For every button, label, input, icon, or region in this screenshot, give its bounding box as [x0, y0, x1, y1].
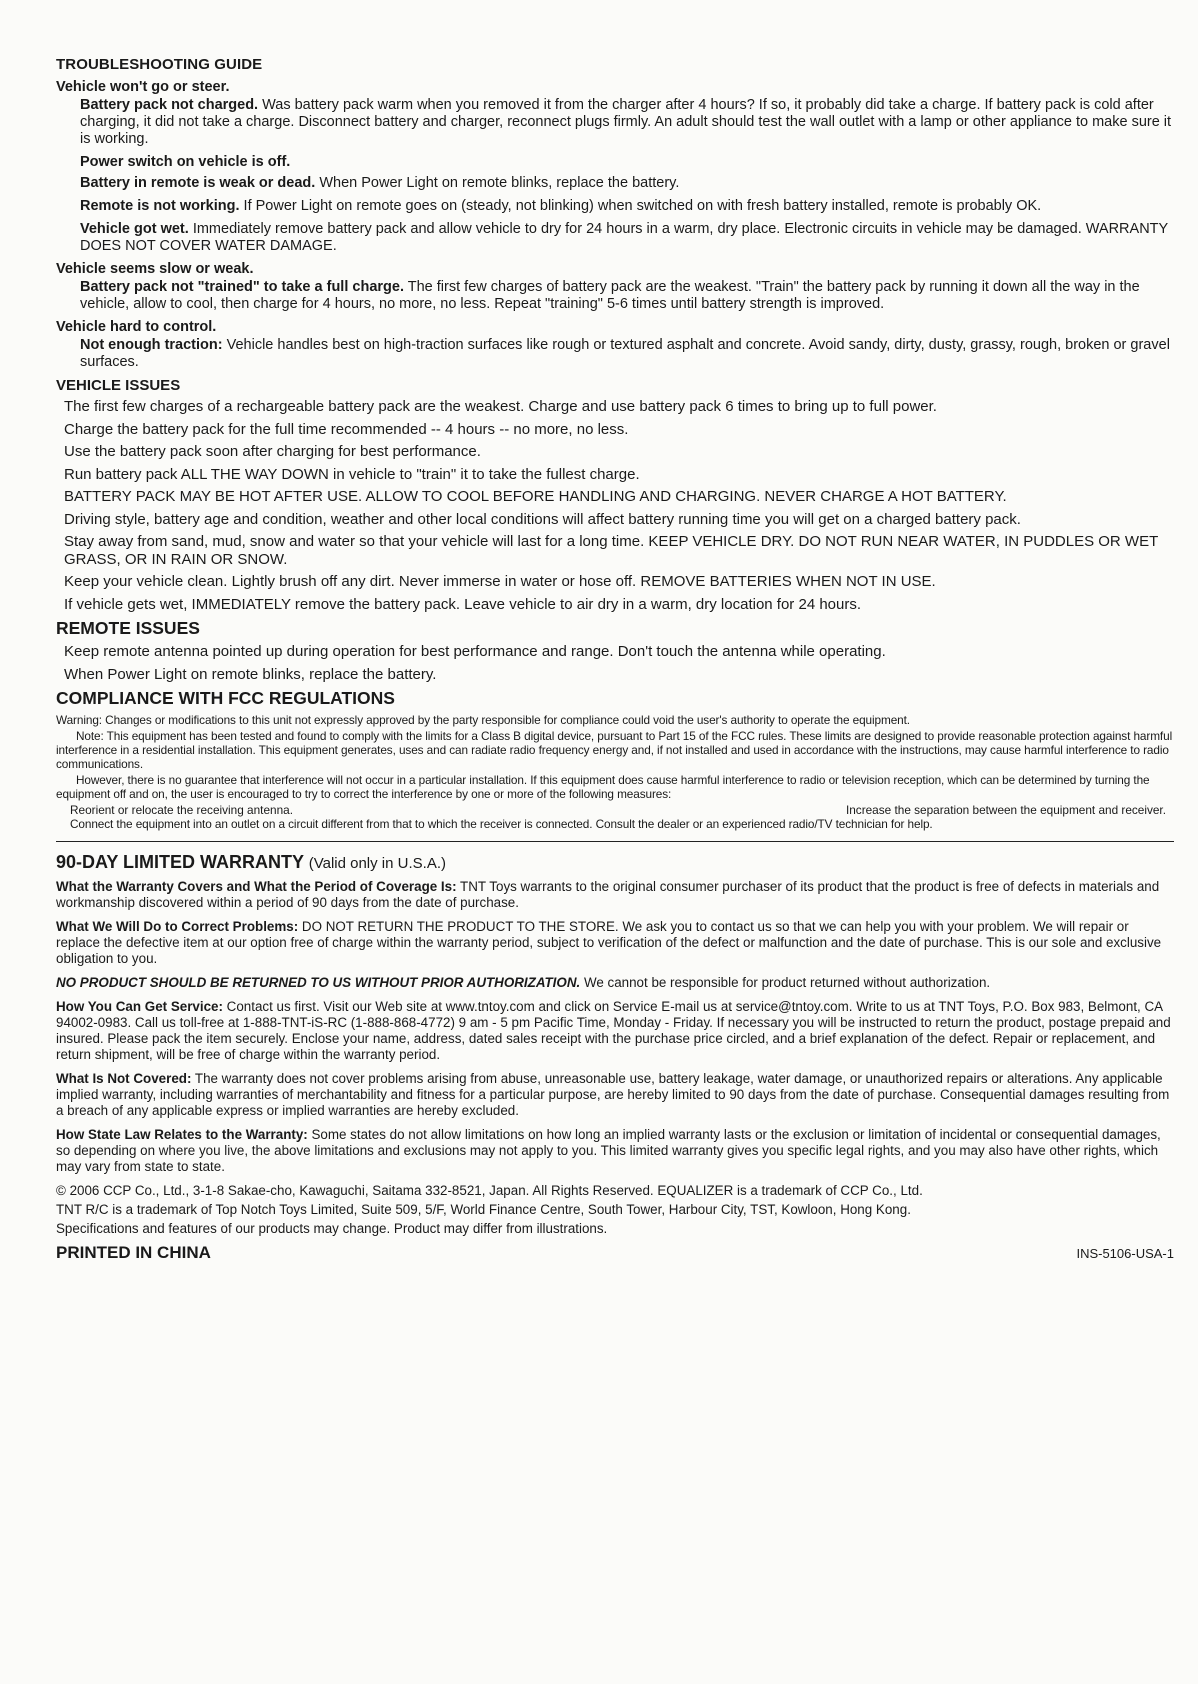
group-heading: Vehicle hard to control. — [56, 319, 217, 335]
warranty-title-note: (Valid only in U.S.A.) — [308, 855, 446, 872]
vehicle-issue-line: Run battery pack ALL THE WAY DOWN in vehicle to "train" it to take the fullest charge. — [64, 465, 640, 483]
item-text: The first few charges of battery pack are the weakest. "Train" the battery pack by running it down all the way in the vehicle, allow to cool, then charge for 4 hours, no more, no less. Repeat "training" 5-6 times until battery strength is improved. — [80, 279, 1140, 312]
vehicle-issue-line: The first few charges of a rechargeable battery pack are the weakest. Charge and use battery pack 6 times to bring up to full power. — [64, 398, 937, 415]
item-term: Vehicle got wet. — [80, 221, 189, 237]
vehicle-issue-line: If vehicle gets wet, IMMEDIATELY remove the battery pack. Leave vehicle to air dry in a warm, dry location for 24 hours. — [64, 595, 862, 613]
warranty-paragraph — [56, 975, 1174, 991]
troubleshoot-item — [80, 279, 1174, 313]
item-term: Battery in remote is weak or dead. — [80, 175, 316, 191]
item-term: Power switch on vehicle is off. — [80, 154, 291, 170]
item-term: Remote is not working. — [80, 198, 240, 214]
warranty-paragraph — [56, 879, 1174, 911]
fcc-measure-connect: Connect the equipment into an outlet on a circuit different from that to which the receiver is connected. Consult the dealer or an experienced radio/TV technician for help. — [70, 817, 933, 831]
footer — [56, 1243, 1174, 1263]
vehicle-issue-line: Use the battery pack soon after charging for best performance. — [64, 443, 481, 460]
warranty-lead: What the Warranty Covers and What the Period of Coverage Is: — [56, 879, 457, 894]
troubleshoot-item — [80, 97, 1174, 148]
troubleshoot-item — [80, 221, 1174, 255]
vehicle-issue-line: Charge the battery pack for the full time recommended -- 4 hours -- no more, no less. — [64, 420, 629, 438]
item-term: Battery pack not charged. — [80, 97, 259, 113]
warranty-text: We cannot be responsible for product returned without authorization. — [583, 975, 991, 990]
troubleshoot-item — [80, 154, 1174, 171]
document-content — [56, 56, 1174, 1263]
group-heading: Vehicle seems slow or weak. — [56, 261, 254, 277]
fcc-note: Note: This equipment has been tested and found to comply with the limits for a Class B digital device, pursuant to Part 15 of the FCC rules. These limits are designed to provide reasonable protection against harmful interference in a residential installation. This equipment generates, uses and can radiate radio frequency energy and, if not installed and used in accordance with the instructions, may cause harmful interference to radio communications. — [56, 729, 1173, 771]
item-term: Not enough traction: — [80, 337, 223, 353]
vehicle-issue-line: Stay away from sand, mud, snow and water so that your vehicle will last for a long time. KEEP VEHICLE DRY. DO NOT RUN NEAR WATER, IN PUDDLES OR WET GRASS, OR IN RAIN OR SNOW. — [64, 533, 1158, 568]
vehicle-issues-title: VEHICLE ISSUES — [56, 377, 181, 394]
troubleshoot-item — [80, 198, 1174, 215]
warranty-paragraph — [56, 1071, 1174, 1119]
fcc-however: However, there is no guarantee that interference will not occur in a particular installation. If this equipment does cause harmful interference to radio or television reception, which can be determined by turning the equipment off and on, the user is encouraged to try to correct the interference by one or more of the following measures: — [56, 773, 1150, 801]
warranty-title-text: 90-DAY LIMITED WARRANTY — [56, 852, 304, 872]
item-text: If Power Light on remote goes on (steady, not blinking) when switched on with fresh battery installed, remote is probably OK. — [243, 198, 1042, 214]
warranty-lead: How You Can Get Service: — [56, 999, 223, 1014]
item-text: Immediately remove battery pack and allow vehicle to dry for 24 hours in a warm, dry place. Electronic circuits in vehicle may be damaged. WARRANTY DOES NOT COVER WATER DAMAGE. — [80, 221, 1168, 254]
vehicle-issue-line: Keep your vehicle clean. Lightly brush off any dirt. Never immerse in water or hose off. REMOVE BATTERIES WHEN NOT IN USE. — [64, 573, 936, 590]
warranty-text: Contact us first. Visit our Web site at www.tntoy.com and click on Service E-mail us at service@tntoy.com. Write to us at TNT Toys, P.O. Box 983, Belmont, CA 94002-0983. Call us toll-free at 1-888-TNT-iS-RC (1-888-868-4772) 9 am - 5 pm Pacific Time, Monday - Friday. If necessary you will be instructed to return the product, postage prepaid and insured. Please pack the item securely. Enclose your name, address, dated sales receipt with the purchase price circled, and a brief explanation of the defect. Repair or replacement, and return shipment, will be free of charge within the warranty period. — [56, 999, 1171, 1062]
section-divider — [56, 841, 1174, 842]
remote-issue-line: When Power Light on remote blinks, replace the battery. — [64, 665, 437, 683]
fcc-title: COMPLIANCE WITH FCC REGULATIONS — [56, 688, 395, 708]
fcc-measures-row — [56, 803, 1174, 817]
warranty-paragraph — [56, 1127, 1174, 1175]
warranty-lead: What We Will Do to Correct Problems: — [56, 919, 299, 934]
remote-issue-line: Keep remote antenna pointed up during operation for best performance and range. Don't touch the antenna while operating. — [64, 643, 886, 660]
troubleshoot-item — [80, 337, 1174, 371]
vehicle-issue-line: BATTERY PACK MAY BE HOT AFTER USE. ALLOW TO COOL BEFORE HANDLING AND CHARGING. NEVER CHARGE A HOT BATTERY. — [64, 488, 1007, 505]
trademark-line: TNT R/C is a trademark of Top Notch Toys Limited, Suite 509, 5/F, World Finance Centre, South Tower, Harbour City, TST, Kowloon, Hong Kong. — [56, 1202, 911, 1217]
document-code: INS-5106-USA-1 — [1076, 1246, 1174, 1261]
fcc-measure-left: Reorient or relocate the receiving antenna. — [70, 803, 293, 817]
warranty-paragraph — [56, 919, 1174, 967]
warranty-text: The warranty does not cover problems arising from abuse, unreasonable use, battery leakage, water damage, or unauthorized repairs or alterations. Any applicable implied warranty, including warranties of merchantability and fitness for a particular purpose, are hereby limited to 90 days from the date of purchase. Consequential damages resulting from a breach of any applicable express or implied warranties are hereby excluded. — [56, 1071, 1170, 1118]
copyright-line: © 2006 CCP Co., Ltd., 3-1-8 Sakae-cho, Kawaguchi, Saitama 332-8521, Japan. All Rights Reserved. EQUALIZER is a trademark of CCP Co., Ltd. — [56, 1183, 923, 1198]
warranty-text: DO NOT RETURN THE PRODUCT TO THE STORE. We ask you to contact us so that we can help you with your problem. We will repair or replace the defective item at our option free of charge within the warranty period, subject to verification of the defect or malfunction and the date of purchase. This is our sole and exclusive obligation to you. — [56, 919, 1162, 966]
item-text: Was battery pack warm when you removed it from the charger after 4 hours? If so, it probably did take a charge. If battery pack is cold after charging, it did not take a charge. Disconnect battery and charger, reconnect plugs firmly. An adult should test the wall outlet with a lamp or other appliance to make sure it is working. — [80, 97, 1172, 147]
group-heading: Vehicle won't go or steer. — [56, 79, 230, 95]
warranty-text: Some states do not allow limitations on how long an implied warranty lasts or the exclusion or limitation of incidental or consequential damages, so depending on where you live, the above limitations and exclusions may not apply to you. This limited warranty gives you specific legal rights, and you may also have other rights, which may vary from state to state. — [56, 1127, 1161, 1174]
troubleshoot-item — [80, 175, 1174, 192]
warranty-lead: How State Law Relates to the Warranty: — [56, 1127, 308, 1142]
item-text: Vehicle handles best on high-traction surfaces like rough or textured asphalt and concrete. Avoid sandy, dirty, dusty, grassy, rough, broken or gravel surfaces. — [80, 337, 1170, 370]
printed-in-label: PRINTED IN CHINA — [56, 1243, 211, 1262]
fcc-measure-right: Increase the separation between the equipment and receiver. — [845, 803, 1166, 817]
warranty-lead: What Is Not Covered: — [56, 1071, 192, 1086]
specs-disclaimer: Specifications and features of our products may change. Product may differ from illustrations. — [56, 1221, 608, 1236]
remote-issues-title: REMOTE ISSUES — [56, 618, 200, 638]
troubleshooting-title: TROUBLESHOOTING GUIDE — [56, 56, 263, 73]
item-term: Battery pack not "trained" to take a full charge. — [80, 279, 404, 295]
warranty-paragraph — [56, 999, 1174, 1063]
warranty-text: TNT Toys warrants to the original consumer purchaser of its product that the product is free of defects in materials and workmanship discovered within a period of 90 days from the date of purchase. — [56, 879, 1160, 910]
vehicle-issue-line: Driving style, battery age and condition, weather and other local conditions will affect battery running time you will get on a charged battery pack. — [64, 510, 1021, 528]
fcc-warning: Warning: Changes or modifications to this unit not expressly approved by the party responsible for compliance could void the user's authority to operate the equipment. — [56, 713, 910, 727]
warranty-lead: NO PRODUCT SHOULD BE RETURNED TO US WITHOUT PRIOR AUTHORIZATION. — [56, 975, 581, 990]
item-text: When Power Light on remote blinks, replace the battery. — [319, 175, 680, 191]
warranty-title — [56, 852, 1174, 873]
